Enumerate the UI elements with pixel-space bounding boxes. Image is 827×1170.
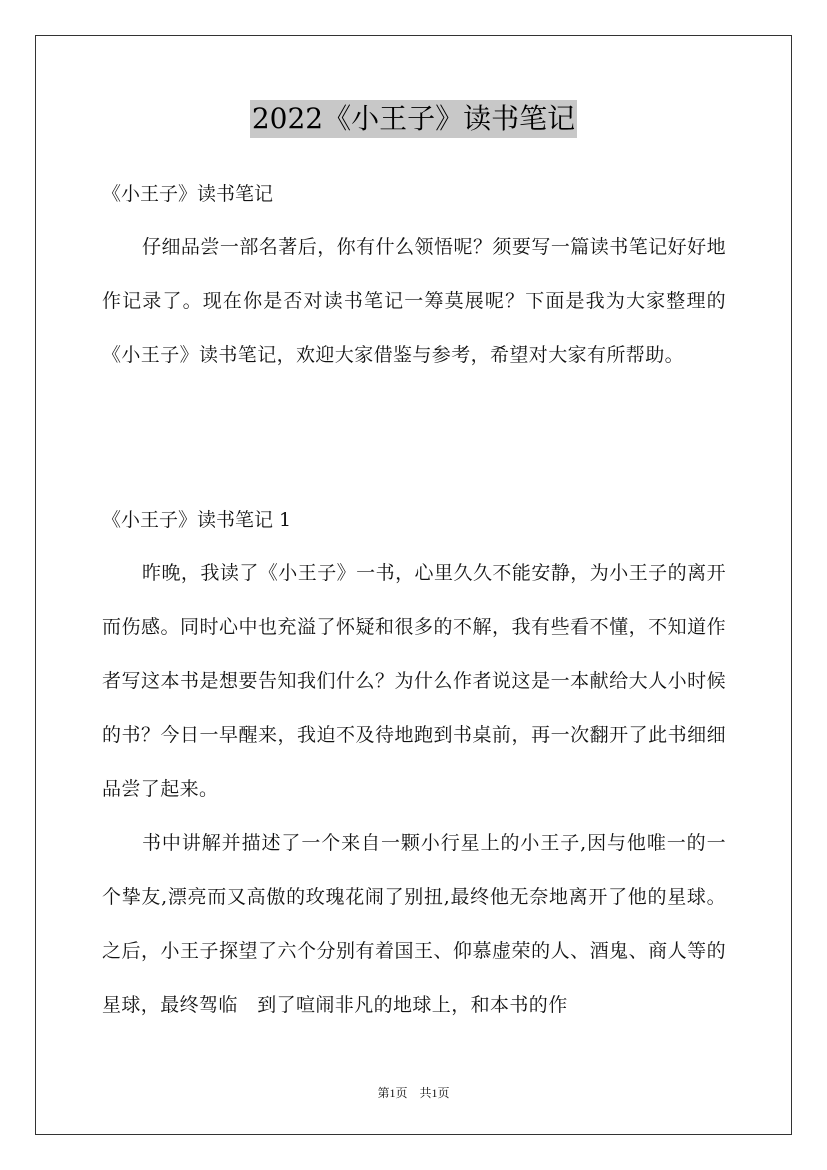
subtitle-heading: 《小王子》读书笔记 [102, 183, 274, 205]
document-title: 2022《小王子》读书笔记 [250, 100, 577, 138]
section-1-paragraph-1: 昨晚，我读了《小王子》一书，心里久久不能安静，为小王子的离开而伤感。同时心中也充溢了怀疑和很多的不解，我有些看不懂，不知道作者写这本书是想要告知我们什么？为什么作者说这是一本献给大人小时候的书？今日一早醒来，我迫不及待地跑到书桌前，再一次翻开了此书细细品尝了起来。 [102, 562, 726, 800]
title-container [0, 100, 827, 138]
section-1-heading: 《小王子》读书笔记 1 [102, 509, 292, 531]
page-footer: 第1页 共1页 [377, 1086, 450, 1100]
section-1-paragraph-2: 书中讲解并描述了一个来自一颗小行星上的小王子,因与他唯一的一个挚友,漂亮而又高傲的玫瑰花闹了别扭,最终他无奈地离开了他的星球。之后，小王子探望了六个分别有着国王、仰慕虚荣的人、酒鬼、商人等的星球，最终驾临 到了喧闹非凡的地球上，和本书的作 [102, 832, 726, 1016]
intro-paragraph: 仔细品尝一部名著后，你有什么领悟呢？须要写一篇读书笔记好好地作记录了。现在你是否对读书笔记一筹莫展呢？下面是我为大家整理的《小王子》读书笔记，欢迎大家借鉴与参考，希望对大家有所帮助。 [102, 236, 726, 366]
